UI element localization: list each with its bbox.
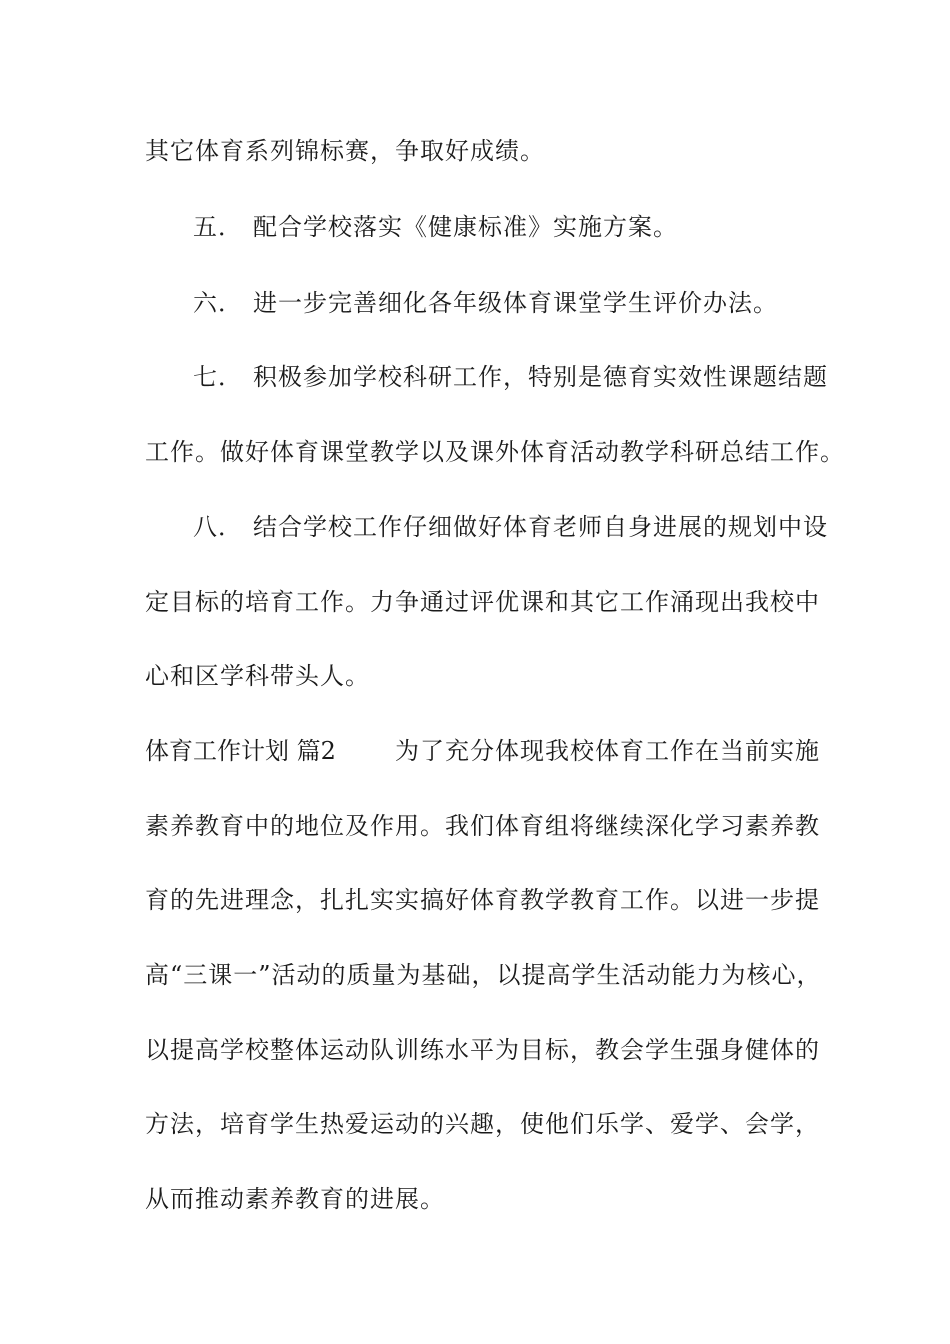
list-item [193,362,828,392]
section-heading [145,736,820,766]
section-heading-label: 体育工作计划 篇2 [145,737,336,765]
list-item [193,288,778,318]
list-item [193,212,678,242]
list-item-number: 八． [193,513,243,541]
list-item-number: 六． [193,289,243,317]
text-line: 其它体育系列锦标赛，争取好成绩。 [145,137,545,165]
text-line: 心和区学科带头人。 [145,662,370,690]
text-line: 定目标的培育工作。力争通过评优课和其它工作涌现出我校中 [145,588,820,616]
list-item-number: 七． [193,363,243,391]
section-heading-text: 为了充分体现我校体育工作在当前实施 [395,737,820,765]
text-line: 方法，培育学生热爱运动的兴趣，使他们乐学、爱学、会学， [145,1110,820,1138]
list-item [193,512,828,542]
list-item-text: 积极参加学校科研工作，特别是德育实效性课题结题 [253,363,828,391]
list-item-number: 五． [193,213,243,241]
text-line: 以提高学校整体运动队训练水平为目标，教会学生强身健体的 [145,1036,820,1064]
text-line: 素养教育中的地位及作用。我们体育组将继续深化学习素养教 [145,812,820,840]
list-item-text: 配合学校落实《健康标准》实施方案。 [253,213,678,241]
text-line: 高“三课一”活动的质量为基础，以提高学生活动能力为核心， [145,961,822,989]
text-line: 工作。做好体育课堂教学以及课外体育活动教学科研总结工作。 [145,438,845,466]
text-line: 育的先进理念，扎扎实实搞好体育教学教育工作。以进一步提 [145,886,820,914]
list-item-text: 进一步完善细化各年级体育课堂学生评价办法。 [253,289,778,317]
text-line: 从而推动素养教育的进展。 [145,1185,445,1213]
list-item-text: 结合学校工作仔细做好体育老师自身进展的规划中设 [253,513,828,541]
